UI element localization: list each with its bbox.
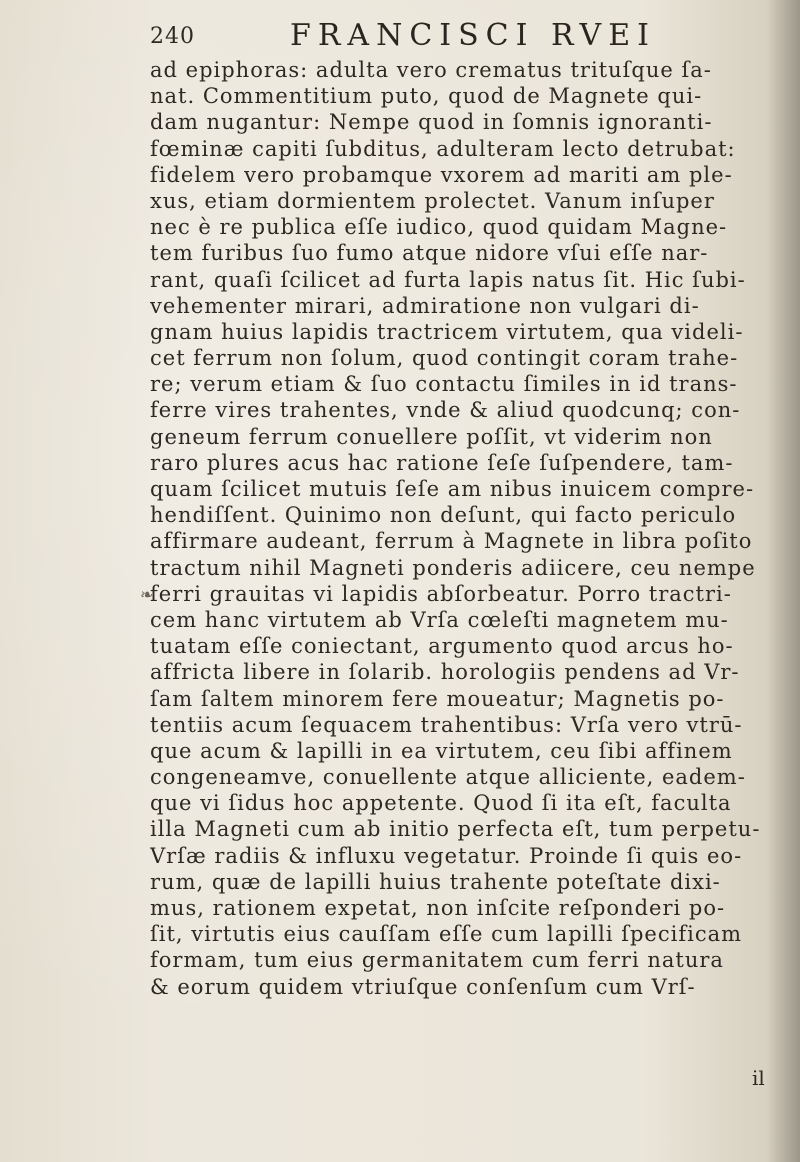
text-line: fidelem vero probamque vxorem ad mariti am ple-	[150, 162, 733, 187]
text-line: tentiis acum ſequacem trahentibus: Vrſa vero vtrū-	[150, 712, 743, 737]
text-line: tractum nihil Magneti ponderis adiicere, ceu nempe	[150, 555, 756, 580]
text-line: ſam ſaltem minorem fere moueatur; Magnetis po-	[150, 686, 725, 711]
text-line: ad epiphoras: adulta vero crematus trituſque ſa-	[150, 58, 712, 82]
text-line: dam nugantur: Nempe quod in ſomnis ignoranti-	[150, 110, 713, 135]
text-line: rum, quæ de lapilli huius trahente poteſtate dixi-	[150, 869, 721, 894]
text-line: hendiſſent. Quinimo non deſunt, qui facto periculo	[150, 503, 737, 528]
text-line: cem hanc virtutem ab Vrſa cœleſti magnetem mu-	[150, 607, 729, 632]
body-text	[150, 57, 775, 1000]
margin-mark-icon: ❧	[140, 585, 154, 604]
text-line: ferre vires trahentes, vnde & aliud quodcunq; con-	[150, 398, 741, 423]
text-line: gnam huius lapidis tractricem virtutem, qua videli-	[150, 319, 744, 344]
text-line: raro plures acus hac ratione ſeſe ſuſpendere, tam-	[150, 450, 734, 475]
text-line: nat. Commentitium puto, quod de Magnete qui-	[150, 84, 703, 109]
text-line: cet ferrum non ſolum, quod contingit coram trahe-	[150, 346, 739, 371]
text-line: que acum & lapilli in ea virtutem, ceu ſibi affinem	[150, 738, 733, 763]
text-line: illa Magneti cum ab initio perfecta eſt, tum perpetu-	[150, 817, 761, 842]
text-line: affricta libere in ſolarib. horologiis pendens ad Vr-	[150, 660, 740, 685]
text-line: Vrſæ radiis & influxu vegetatur. Proinde ſi quis eo-	[150, 843, 743, 868]
page-number: 240	[150, 24, 195, 49]
page-header	[150, 18, 750, 58]
text-line: mus, rationem expetat, non inſcite reſponderi po-	[150, 896, 726, 920]
text-line: re; verum etiam & ſuo contactu ſimiles in id trans-	[150, 372, 738, 397]
text-line: & eorum quidem vtriuſque conſenſum cum Vrſ-	[150, 974, 696, 999]
text-line: fœminæ capiti ſubditus, adulteram lecto detrubat:	[150, 136, 736, 161]
catchword: il	[752, 1066, 765, 1090]
text-line: affirmare audeant, ferrum à Magnete in libra poſito	[150, 529, 753, 554]
text-line: tuatam eſſe coniectant, argumento quod arcus ho-	[150, 634, 734, 659]
running-head: FRANCISCI RVEI	[290, 18, 656, 53]
text-line: que vi ſidus hoc appetente. Quod ſi ita eſt, faculta	[150, 791, 732, 816]
text-line: nec è re publica eſſe iudico, quod quidam Magne-	[150, 215, 728, 240]
text-line: congeneamve, conuellente atque alliciente, eadem-	[150, 765, 746, 790]
text-line: ſit, virtutis eius cauſſam eſſe cum lapilli ſpecificam	[150, 922, 743, 947]
text-line: ferri grauitas vi lapidis abſorbeatur. Porro tractri-	[150, 581, 732, 606]
text-line: quam ſcilicet mutuis ſeſe am nibus inuicem compre-	[150, 477, 755, 501]
text-line: formam, tum eius germanitatem cum ferri natura	[150, 948, 724, 973]
text-line: xus, etiam dormientem prolectet. Vanum inſuper	[150, 188, 715, 213]
text-line: geneum ferrum conuellere poſſit, vt viderim non	[150, 424, 713, 449]
text-line: tem furibus ſuo fumo atque nidore vſui eſſe nar-	[150, 241, 709, 266]
text-line: rant, quaſi ſcilicet ad furta lapis natus ſit. Hic ſubi-	[150, 267, 746, 292]
text-line: vehementer mirari, admiratione non vulgari di-	[150, 293, 700, 318]
